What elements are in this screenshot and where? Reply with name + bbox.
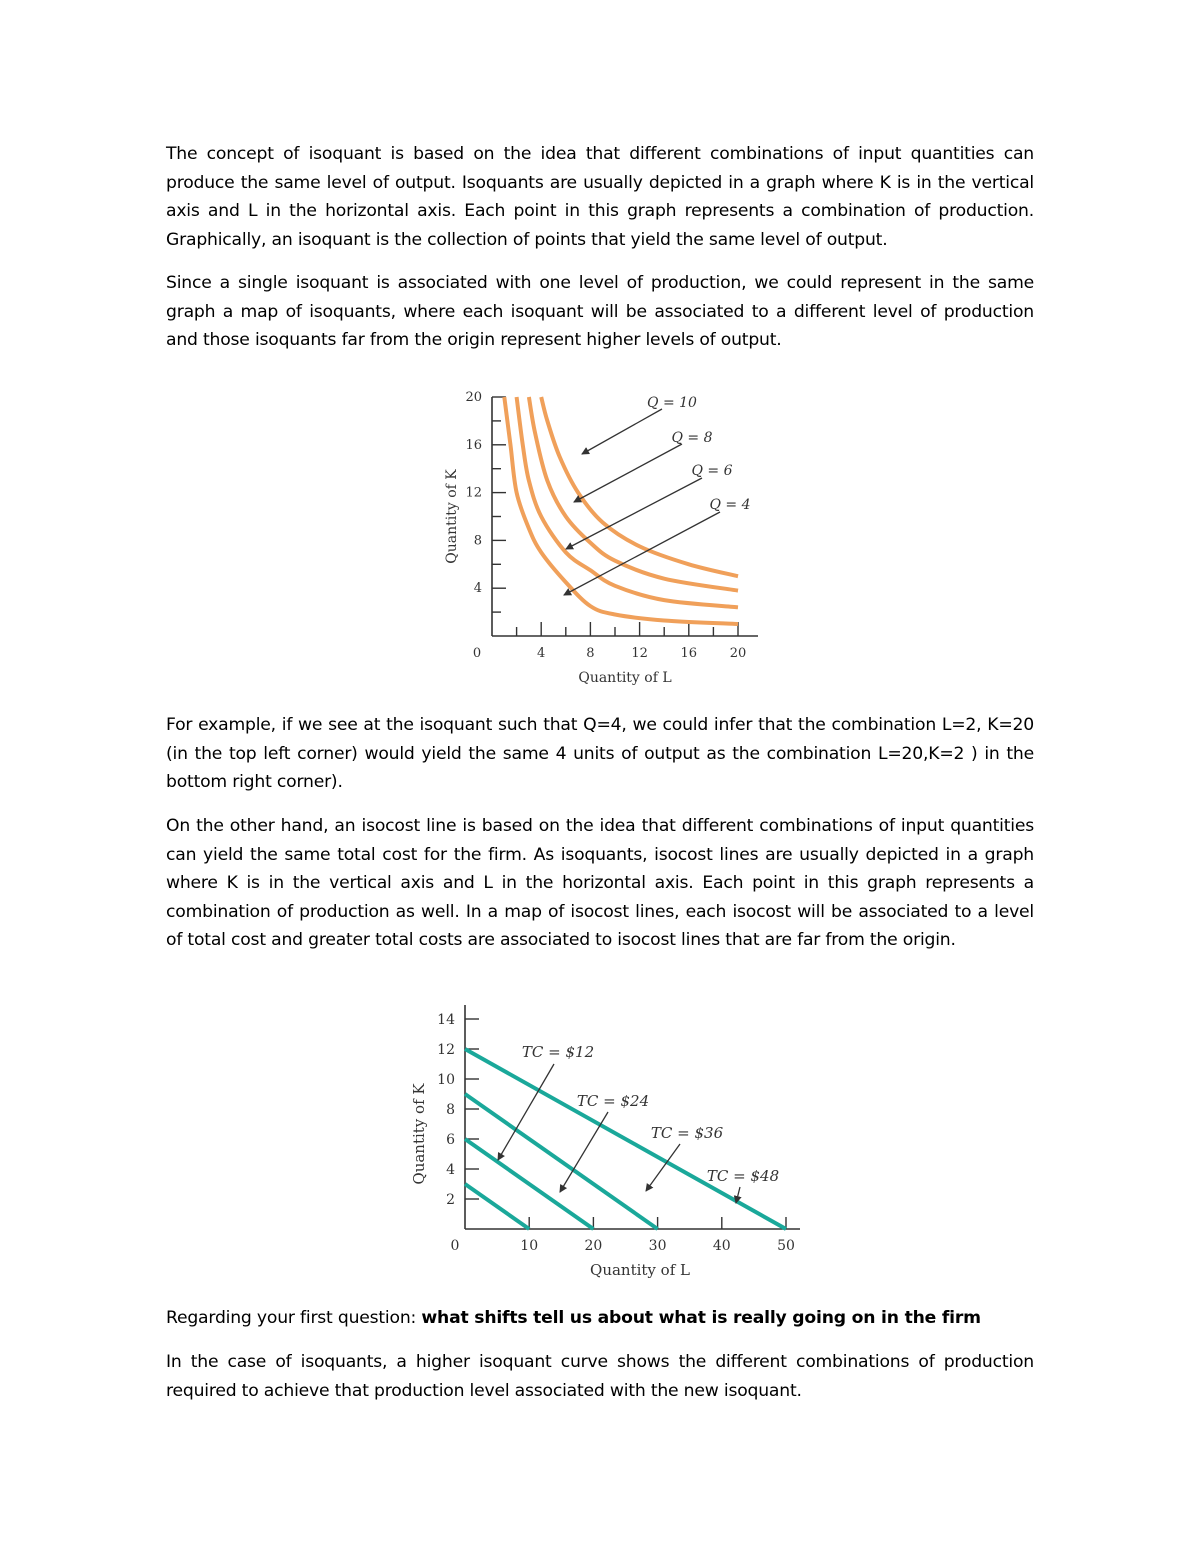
y-tick-label: 16 bbox=[465, 437, 482, 453]
isoquant-label: Q = 10 bbox=[647, 395, 697, 411]
isoquant-curve-3 bbox=[529, 397, 738, 591]
isocost-label: TC = $48 bbox=[706, 1167, 780, 1185]
x-axis-title: Quantity of L bbox=[578, 670, 672, 686]
isocost-chart bbox=[400, 1000, 820, 1290]
x-tick-label: 20 bbox=[584, 1238, 603, 1254]
y-axis-title: Quantity of K bbox=[410, 1083, 428, 1185]
paragraph-higher-isoquant: In the case of isoquants, a higher isoquant curve shows the different combinations of production required to achieve that production level associated with the new isoquant. bbox=[166, 1352, 1034, 1401]
y-tick-label: 14 bbox=[437, 1012, 455, 1028]
y-tick-label: 2 bbox=[446, 1192, 455, 1208]
isocost-label-arrow bbox=[560, 1112, 608, 1192]
paragraph-first-question bbox=[166, 1304, 1034, 1333]
x-tick-label: 8 bbox=[586, 646, 595, 661]
question-intro: Regarding your first question: bbox=[166, 1308, 422, 1328]
isoquant-label: Q = 6 bbox=[691, 463, 733, 479]
x-tick-label: 40 bbox=[712, 1238, 731, 1254]
y-tick-label: 4 bbox=[446, 1162, 455, 1178]
question-bold: what shifts tell us about what is really going on in the firm bbox=[421, 1308, 981, 1328]
x-tick-label: 20 bbox=[729, 646, 747, 661]
x-tick-label: 0 bbox=[472, 646, 482, 661]
isoquant-label-arrow bbox=[574, 444, 682, 502]
y-tick-label: 12 bbox=[437, 1042, 455, 1058]
isocost-line-4 bbox=[465, 1049, 786, 1229]
isocost-label: TC = $24 bbox=[576, 1092, 650, 1110]
isocost-line-1 bbox=[465, 1184, 529, 1229]
isocost-line-2 bbox=[465, 1139, 593, 1229]
isoquant-curve-4 bbox=[541, 397, 738, 576]
isocost-label: TC = $12 bbox=[521, 1043, 595, 1061]
isocost-label: TC = $36 bbox=[650, 1124, 724, 1142]
x-tick-label: 0 bbox=[450, 1238, 460, 1254]
x-tick-label: 16 bbox=[680, 646, 698, 661]
x-tick-label: 50 bbox=[777, 1238, 795, 1254]
paragraph-isoquant-example: For example, if we see at the isoquant such that Q=4, we could infer that the combination L=2, K=20 (in the top left corner) would yield the same 4 units of output as the combination L=20,K=2 ) in the bottom right corner). bbox=[166, 715, 1034, 792]
x-tick-label: 4 bbox=[537, 646, 546, 661]
isoquant-label: Q = 4 bbox=[709, 497, 751, 513]
x-tick-label: 12 bbox=[631, 646, 648, 661]
y-tick-label: 8 bbox=[446, 1102, 455, 1118]
y-axis-title: Quantity of K bbox=[444, 469, 460, 564]
isoquant-label: Q = 8 bbox=[671, 430, 713, 446]
isoquant-chart bbox=[430, 382, 770, 692]
paragraph-isoquant-map: Since a single isoquant is associated with one level of production, we could represent in the same graph a map of isoquants, where each isoquant will be associated to a different level of production and those isoquants far from the origin represent higher levels of output. bbox=[166, 273, 1034, 350]
y-tick-label: 12 bbox=[465, 485, 482, 501]
isoquant-label-arrow bbox=[582, 409, 662, 454]
y-tick-label: 10 bbox=[437, 1072, 455, 1088]
isocost-label-arrow bbox=[498, 1064, 554, 1160]
y-tick-label: 6 bbox=[446, 1132, 455, 1148]
x-axis-title: Quantity of L bbox=[590, 1261, 690, 1279]
x-tick-label: 10 bbox=[520, 1238, 539, 1254]
paragraph-isocost-concept: On the other hand, an isocost line is based on the idea that different combinations of input quantities can yield the same total cost for the firm. As isoquants, isocost lines are usually depicted in a graph where K is in the vertical axis and L in the horizontal axis. Each point in this graph represents a combination of production as well. In a map of isocost lines, each isocost will be associated to a level of total cost and greater total costs are associated to isocost lines that are far from the origin. bbox=[166, 816, 1034, 950]
y-tick-label: 8 bbox=[473, 533, 482, 549]
y-tick-label: 4 bbox=[473, 581, 482, 597]
x-tick-label: 30 bbox=[648, 1238, 667, 1254]
paragraph-isoquant-concept: The concept of isoquant is based on the idea that different combinations of input quantities can produce the same level of output. Isoquants are usually depicted in a graph where K is in the vertical axis and L in the horizontal axis. Each point in this graph represents a combination of production. Graphically, an isoquant is the collection of points that yield the same level of output. bbox=[166, 144, 1034, 250]
isoquant-label-arrow bbox=[566, 478, 702, 549]
y-tick-label: 20 bbox=[465, 390, 482, 405]
